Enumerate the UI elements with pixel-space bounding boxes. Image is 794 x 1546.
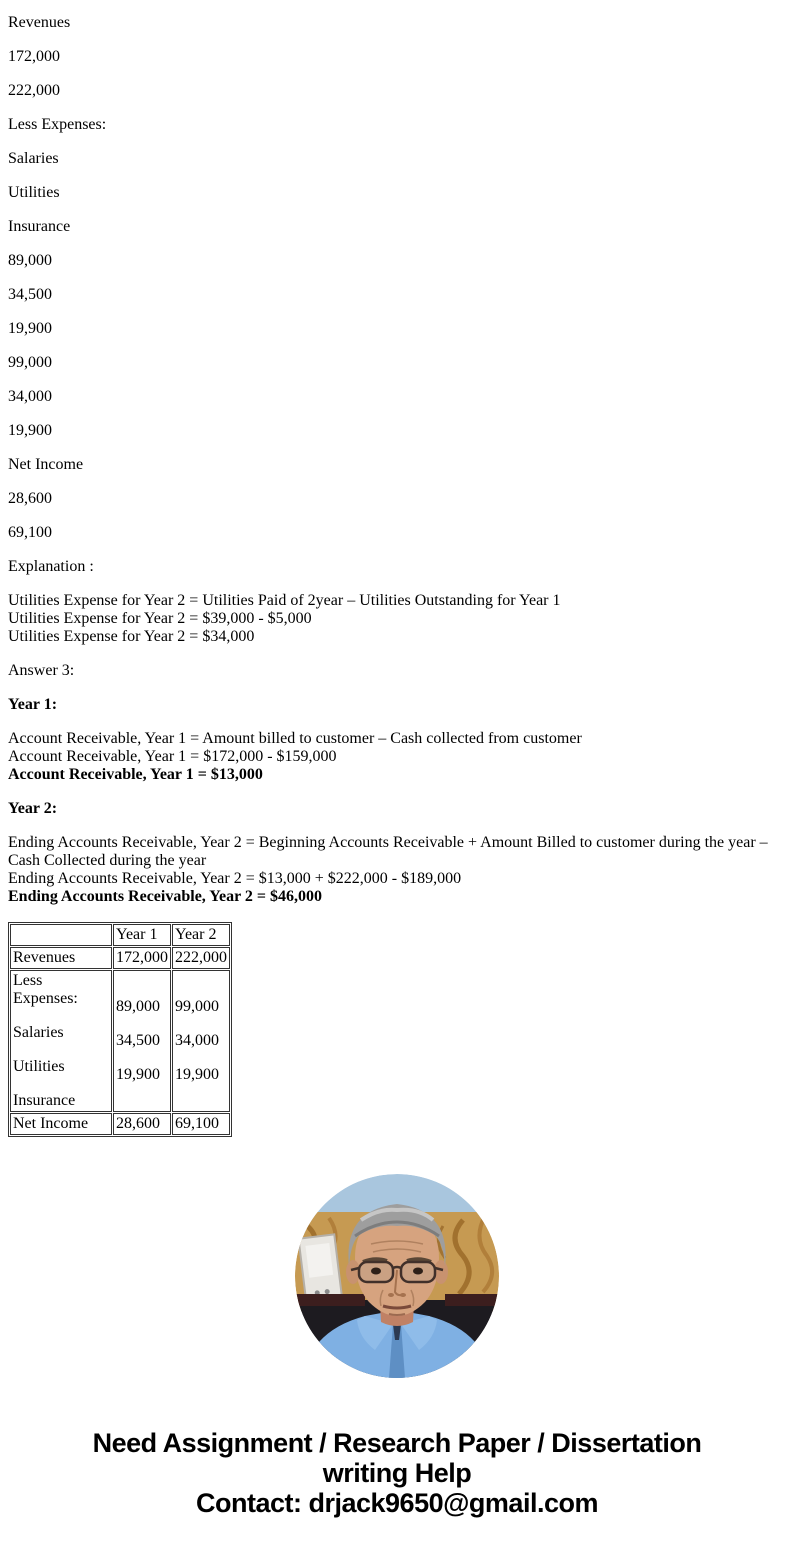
net-income-label-cell: Net Income bbox=[10, 1113, 112, 1135]
stmt-line: 69,100 bbox=[8, 524, 52, 541]
stmt-line: 34,500 bbox=[8, 286, 52, 303]
explanation-line: Utilities Expense for Year 2 = Utilities Paid of 2year – Utilities Outstanding for Year 1 bbox=[8, 592, 561, 609]
year2-paragraph bbox=[8, 834, 786, 906]
expense-label: Salaries bbox=[13, 1024, 64, 1041]
year1-line: Account Receivable, Year 1 = Amount billed to customer – Cash collected from customer bbox=[8, 730, 582, 747]
year1-result-line: Account Receivable, Year 1 = $13,000 bbox=[8, 766, 263, 783]
stmt-line: 222,000 bbox=[8, 82, 60, 99]
expense-label: Less Expenses: bbox=[13, 972, 78, 1007]
expense-value: 34,500 bbox=[116, 1032, 160, 1049]
net-income-year2-cell: 69,100 bbox=[172, 1113, 230, 1135]
table-col-header-year1: Year 1 bbox=[113, 924, 171, 946]
year2-heading: Year 2: bbox=[8, 800, 58, 817]
year2-result-line: Ending Accounts Receivable, Year 2 = $46,000 bbox=[8, 888, 323, 905]
stmt-line: 19,900 bbox=[8, 320, 52, 337]
footer-banner bbox=[8, 1428, 786, 1546]
stmt-line: Revenues bbox=[8, 14, 71, 31]
year1-line: Account Receivable, Year 1 = $172,000 - $159,000 bbox=[8, 748, 337, 765]
stmt-line: Salaries bbox=[8, 150, 59, 167]
year2-line: Ending Accounts Receivable, Year 2 = $13,000 + $222,000 - $189,000 bbox=[8, 870, 462, 887]
footer-line: Need Assignment / Research Paper / Dissertation bbox=[92, 1428, 702, 1458]
income-statement-table bbox=[8, 922, 232, 1137]
expense-value: 89,000 bbox=[116, 998, 160, 1015]
stmt-line: Insurance bbox=[8, 218, 71, 235]
table-row bbox=[10, 970, 230, 1112]
explanation-line: Utilities Expense for Year 2 = $34,000 bbox=[8, 628, 255, 645]
expense-label: Utilities bbox=[13, 1058, 65, 1075]
table-row bbox=[10, 1113, 230, 1135]
net-income-year1-cell: 28,600 bbox=[113, 1113, 171, 1135]
expense-value: 99,000 bbox=[175, 998, 219, 1015]
answer3-heading: Answer 3: bbox=[8, 662, 75, 679]
table-header-row bbox=[10, 924, 230, 946]
explanation-paragraph bbox=[8, 592, 786, 646]
stmt-line: 19,900 bbox=[8, 422, 52, 439]
stmt-line: 172,000 bbox=[8, 48, 60, 65]
stmt-line: 28,600 bbox=[8, 490, 52, 507]
stmt-line: 34,000 bbox=[8, 388, 52, 405]
year1-paragraph bbox=[8, 730, 786, 784]
footer-line: writing Help bbox=[322, 1458, 472, 1488]
stmt-line: Less Expenses: bbox=[8, 116, 107, 133]
expense-value: 19,900 bbox=[116, 1066, 160, 1083]
stmt-line: 89,000 bbox=[8, 252, 52, 269]
explanation-heading: Explanation : bbox=[8, 558, 94, 575]
footer-contact-email: Contact: drjack9650@gmail.com bbox=[196, 1488, 598, 1518]
revenues-year1-cell: 172,000 bbox=[113, 947, 171, 969]
table-row bbox=[10, 947, 230, 969]
stmt-line: Utilities bbox=[8, 184, 60, 201]
expenses-year1-cell bbox=[113, 970, 171, 1112]
document-body bbox=[0, 14, 794, 1546]
explanation-line: Utilities Expense for Year 2 = $39,000 - $5,000 bbox=[8, 610, 312, 627]
expense-label: Insurance bbox=[13, 1092, 76, 1109]
revenues-year2-cell: 222,000 bbox=[172, 947, 230, 969]
year2-line: Ending Accounts Receivable, Year 2 = Beginning Accounts Receivable + Amount Billed to customer during the year – Cash Collected during the year bbox=[8, 834, 768, 869]
expenses-label-cell bbox=[10, 970, 112, 1112]
stmt-line: 99,000 bbox=[8, 354, 52, 371]
expense-value: 19,900 bbox=[175, 1066, 219, 1083]
table-corner-cell bbox=[10, 924, 112, 946]
expense-value: 34,000 bbox=[175, 1032, 219, 1049]
tutor-avatar bbox=[295, 1174, 499, 1378]
revenues-label-cell: Revenues bbox=[10, 947, 112, 969]
year1-heading: Year 1: bbox=[8, 696, 58, 713]
stmt-line: Net Income bbox=[8, 456, 84, 473]
tutor-portrait-image bbox=[295, 1174, 499, 1378]
expenses-year2-cell bbox=[172, 970, 230, 1112]
table-col-header-year2: Year 2 bbox=[172, 924, 230, 946]
